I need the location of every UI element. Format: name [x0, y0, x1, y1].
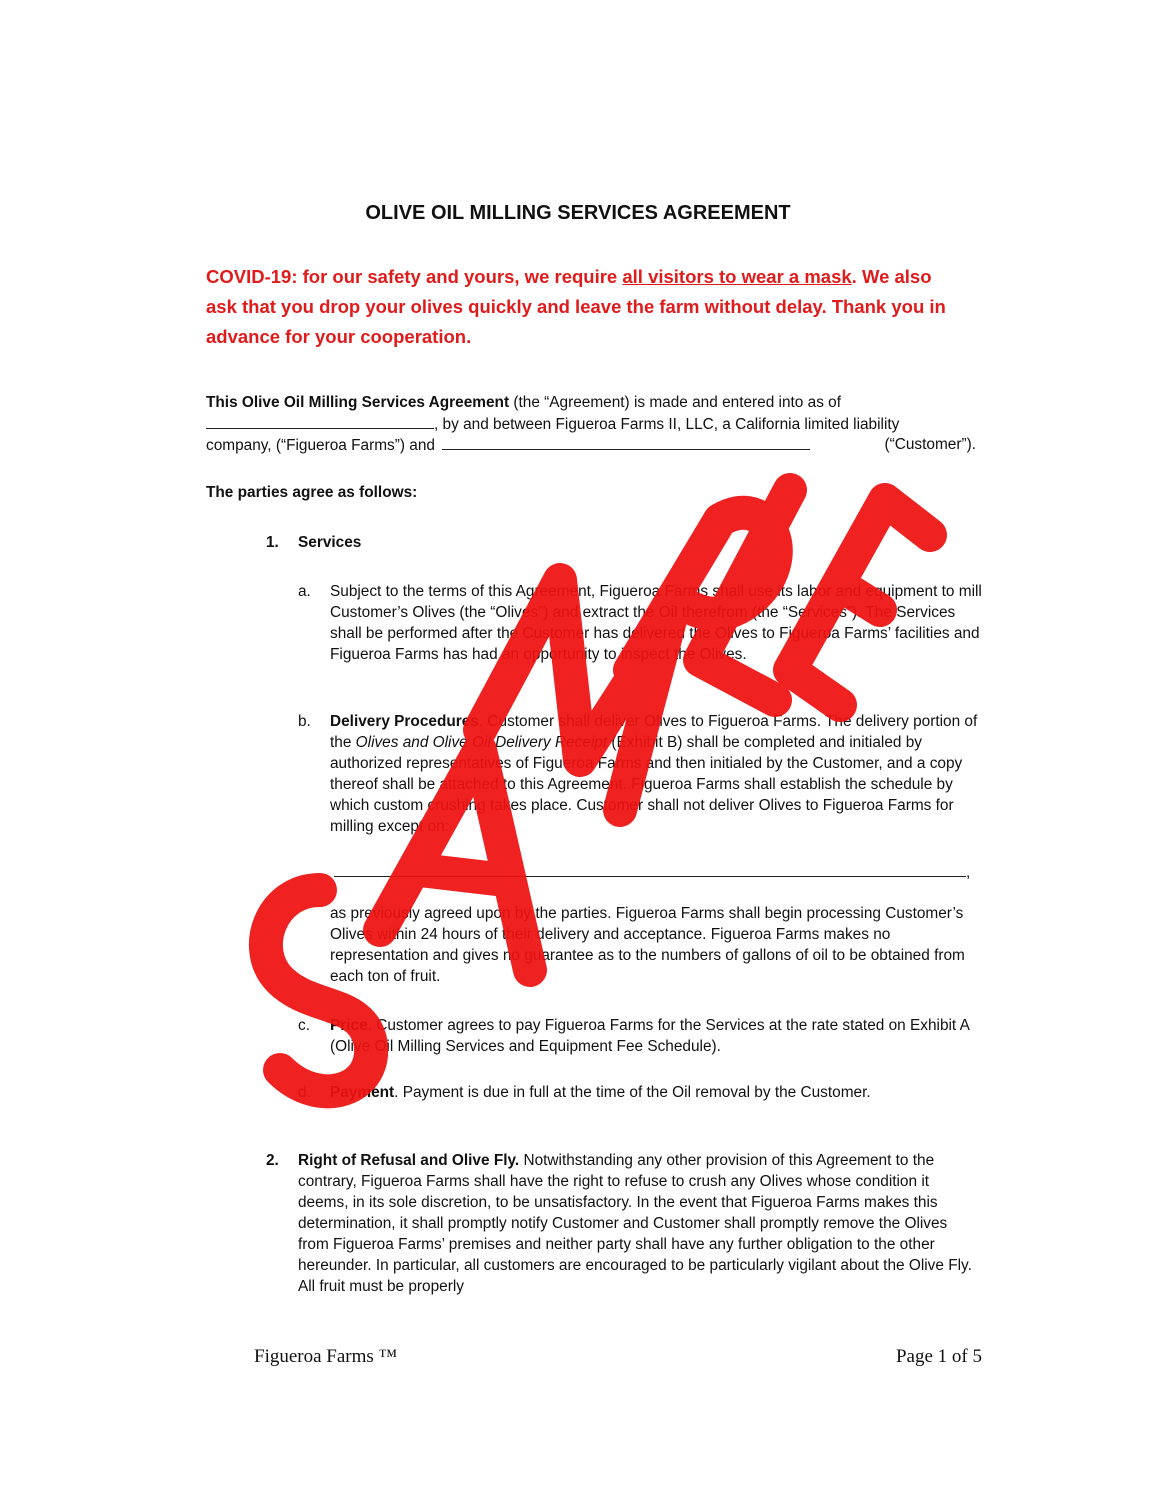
clause-1b	[298, 711, 982, 837]
section-1-title: Services	[298, 534, 362, 551]
covid-notice-mask-requirement: all visitors to wear a mask	[622, 266, 852, 287]
price-heading: Price	[330, 1017, 368, 1034]
clause-text	[330, 1015, 982, 1057]
clause-label: d.	[298, 1084, 311, 1101]
intro-bold-lead: This Olive Oil Milling Services Agreement	[206, 394, 510, 411]
document-title: OLIVE OIL MILLING SERVICES AGREEMENT	[365, 202, 791, 224]
clause-label: a.	[298, 583, 311, 600]
section-2-heading: Right of Refusal and Olive Fly.	[298, 1152, 520, 1169]
date-blank[interactable]	[206, 413, 434, 429]
clause-1c	[298, 1015, 982, 1057]
covid-notice	[206, 262, 966, 352]
covid-notice-part2: . We also ask that you drop your olives quickly and leave the farm without delay. Thank you in advance for your cooperation.	[206, 266, 946, 347]
clause-1b-continued	[298, 903, 982, 987]
section-1-number: 1.	[266, 534, 279, 551]
clause-1d	[298, 1082, 982, 1103]
payment-heading: Payment	[330, 1084, 395, 1101]
clause-text: as previously agreed upon by the parties. Figueroa Farms shall begin processing Customer’s Olives within 24 hours of their delivery and acceptance. Figueroa Farms makes no representation and gives no guarantee as to the numbers of gallons of oil to be obtained from each ton of fruit.	[330, 905, 965, 985]
clause-text: Subject to the terms of this Agreement, Figueroa Farms shall use its labor and equipment to mill Customer’s Olives (the “Olives”) and extract the Oil therefrom (the “Services”). The Services shall be performed after the Customer has delivered the Olives to Figueroa Farms’ facilities and Figueroa Farms has had an opportunity to inspect the Olives.	[330, 583, 982, 663]
footer-company: Figueroa Farms ™	[254, 1346, 398, 1367]
clause-text	[330, 1082, 982, 1103]
blank-comma: ,	[966, 864, 971, 881]
delivery-date-blank[interactable]	[334, 876, 966, 877]
section-1-heading	[266, 532, 361, 553]
section-2-body: Notwithstanding any other provision of this Agreement to the contrary, Figueroa Farms shall have the right to refuse to crush any Olives whose condition it deems, in its sole discretion, to be unsatisfactory. In the event that Figueroa Farms makes this determination, it shall promptly notify Customer and Customer shall promptly remove the Olives from Figueroa Farms’ premises and neither party shall have any further obligation to the other hereunder. In particular, all customers are encouraged to be particularly vigilant about the Olive Fly. All fruit must be properly	[298, 1152, 972, 1295]
section-2-number: 2.	[266, 1152, 279, 1169]
section-2	[266, 1150, 982, 1297]
clause-1a	[298, 581, 982, 665]
agreement-intro	[206, 392, 978, 455]
customer-name-blank[interactable]	[442, 434, 810, 450]
delivery-procedures-heading: Delivery Procedures	[330, 713, 479, 730]
delivery-receipt-title: Olives and Olive Oil Delivery Receipt	[355, 734, 608, 751]
parties-heading: The parties agree as follows:	[206, 484, 418, 501]
covid-notice-part1: COVID-19: for our safety and yours, we require	[206, 266, 623, 287]
clause-text-part: . Payment is due in full at the time of the Oil removal by the Customer.	[394, 1084, 871, 1101]
intro-line1: (the “Agreement) is made and entered into as of	[509, 394, 842, 411]
clause-label: c.	[298, 1017, 310, 1034]
clause-text-part: . Customer shall deliver Olives to Figueroa Farms. The delivery portion of the	[330, 713, 978, 751]
clause-label: b.	[298, 713, 311, 730]
footer-page-number: Page 1 of 5	[895, 1346, 982, 1367]
intro-line3-end: (“Customer”).	[884, 436, 976, 453]
clause-text	[330, 711, 982, 837]
intro-line2: , by and between Figueroa Farms II, LLC, a California limited liability	[434, 416, 900, 433]
clause-text-part: (Exhibit B) shall be completed and initialed by authorized representatives of Figueroa Farms and then initialed by the Customer, and a copy thereof shall be attached to this Agreement. Figueroa Farms shall establish the schedule by which custom crushing takes place. Customer shall not deliver Olives to Figueroa Farms for milling except on:	[330, 734, 963, 835]
section-2-text	[298, 1150, 982, 1297]
clause-text-part: . Customer agrees to pay Figueroa Farms for the Services at the rate stated on Exhibit A (Olive Oil Milling Services and Equipment Fee Schedule).	[330, 1017, 970, 1055]
intro-line3-start: company, (“Figueroa Farms”) and	[206, 437, 435, 454]
